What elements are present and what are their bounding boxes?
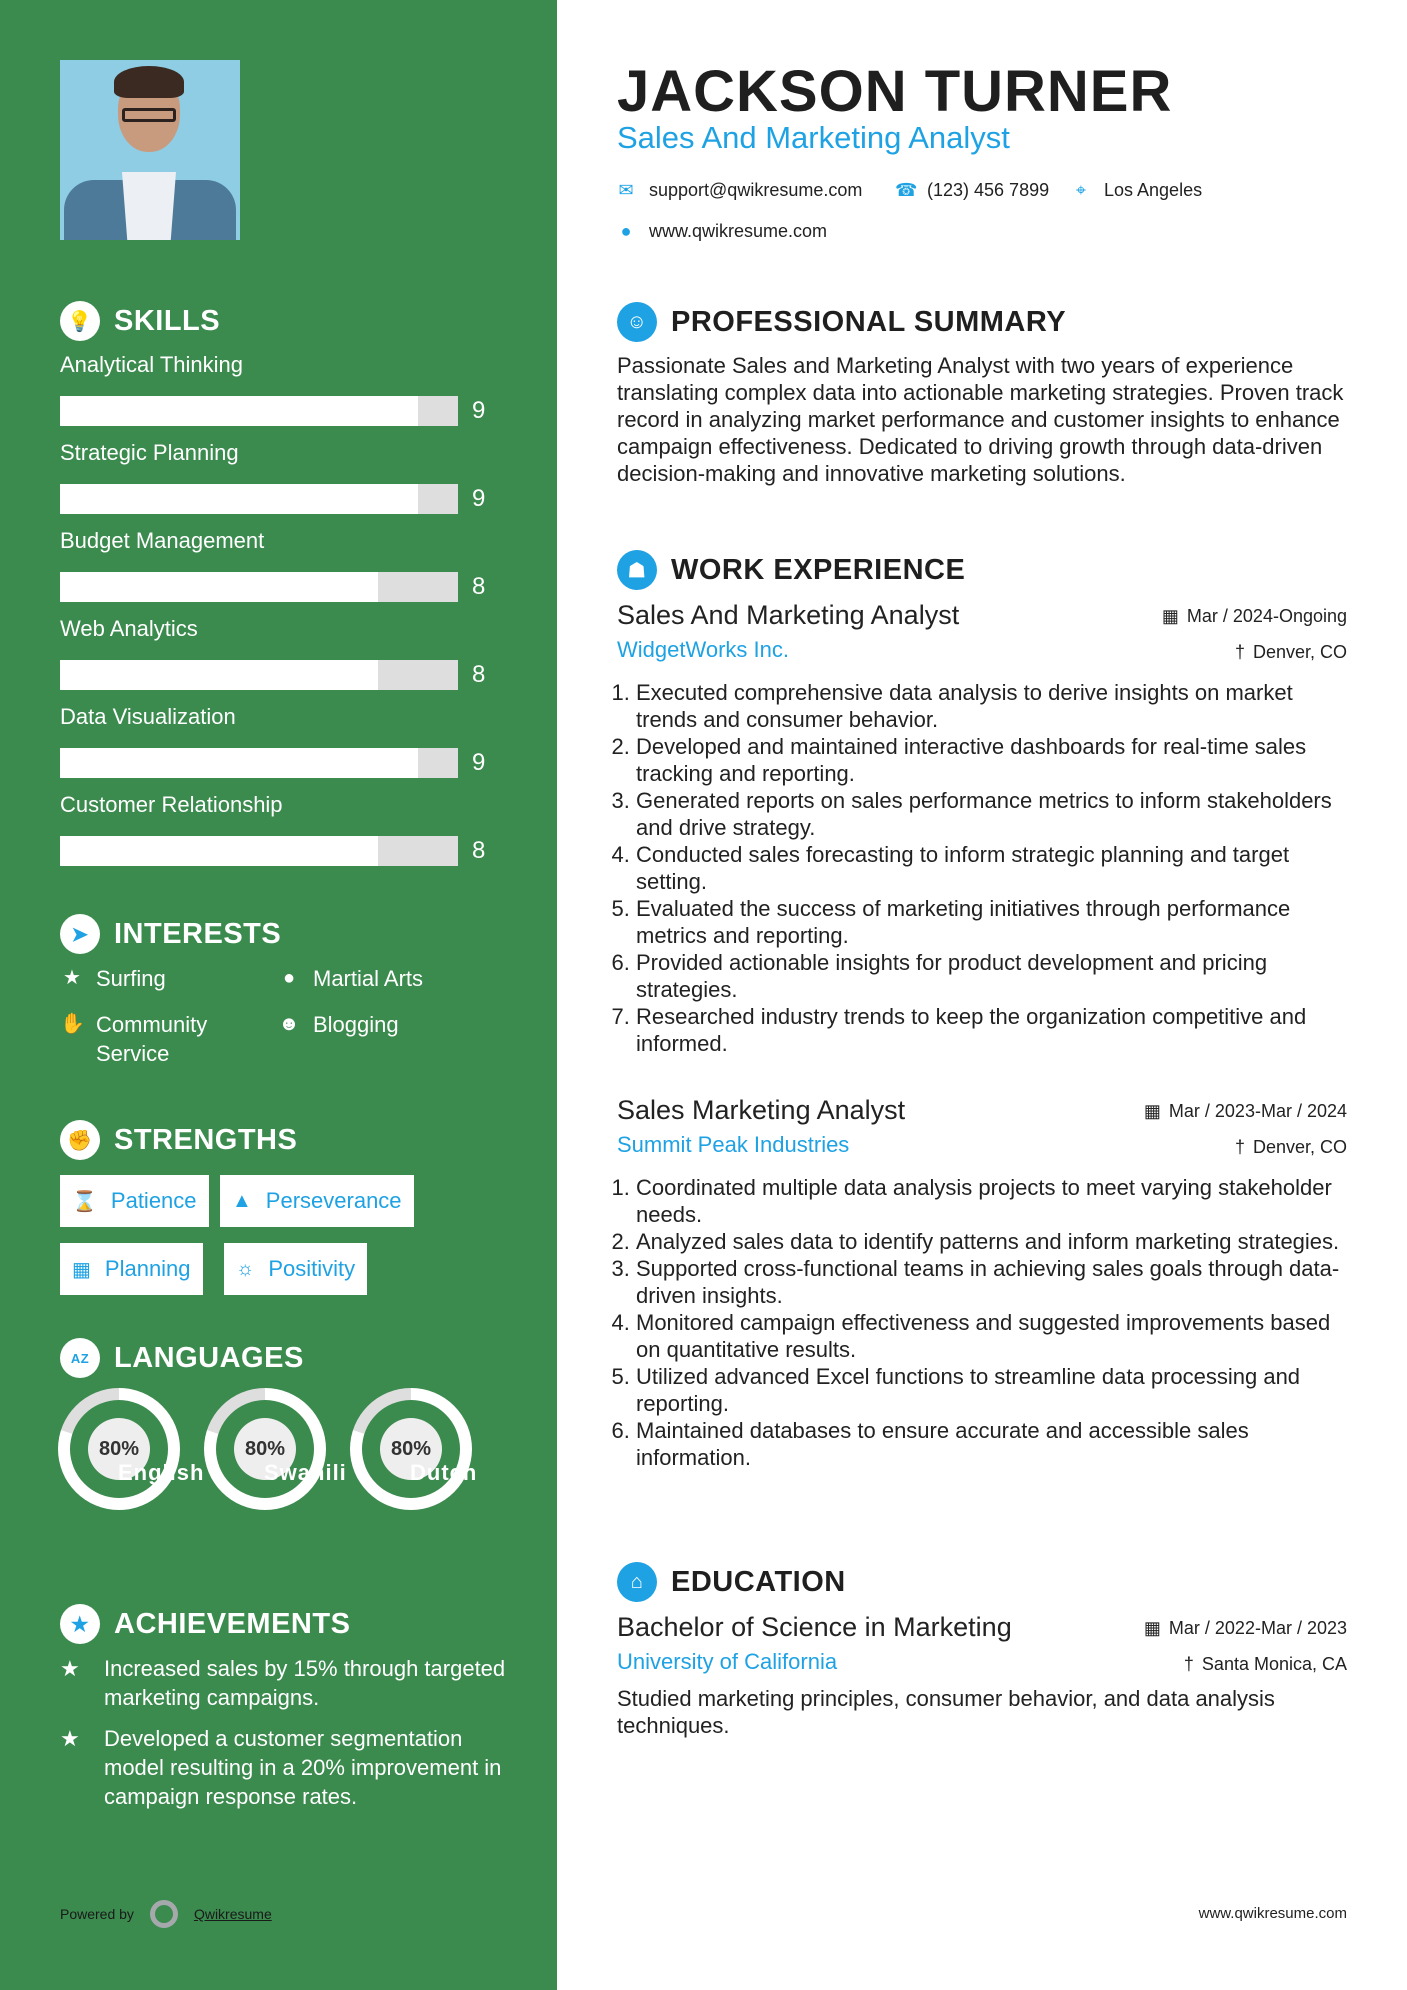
users-icon: ☻ xyxy=(278,1013,300,1035)
candidate-role: Sales And Marketing Analyst xyxy=(617,120,1010,155)
education-entry: Bachelor of Science in Marketing University of California ▦ Mar / 2022-Mar / 2023 † Santa Monica, CA Studied marketing principles, consumer behavior, and data analysis techniques. xyxy=(617,1612,1347,1738)
fist-icon: ✊ xyxy=(60,1120,100,1160)
skills-heading: 💡 SKILLS xyxy=(60,301,220,341)
star-icon: ★ xyxy=(60,1726,80,1751)
hourglass-icon: ⌛ xyxy=(72,1190,97,1213)
skill-item: Web Analytics 8 xyxy=(60,616,486,688)
job-entry: Sales And Marketing Analyst WidgetWorks Inc. ▦ Mar / 2024-Ongoing † Denver, CO 1. Executed comprehensive data analysis to derive insights on market trends and consumer behavior. 2. Developed and maintained interactive dashboards for real-time sales tracking and reporting. 3. Generated reports on sales performance metrics to inform stakeholders and drive strategy. 4. Conducted sales forecasting to inform strategic planning and target setting. 5. Evaluated the success of marketing initiatives through performance metrics and reporting. 6. Provided actionable insights for product development and pricing strategies. 7. Researched industry trends to keep the organization competitive and informed. xyxy=(617,600,1347,1057)
work-heading: ☗ WORK EXPERIENCE xyxy=(617,550,965,590)
interest-item: ★ Surfing xyxy=(60,964,166,993)
footer-url[interactable]: www.qwikresume.com xyxy=(1198,1905,1347,1922)
interest-item: ☻ Blogging xyxy=(278,1012,399,1037)
summary-text: Passionate Sales and Marketing Analyst with two years of experience translating complex data into actionable marketing strategies. Proven track record in analyzing market performance and customer insights to enhance campaign effectiveness. Dedicated to driving growth through data-driven decision-making and innovative marketing solutions. xyxy=(617,353,1344,486)
candidate-name: JACKSON TURNER xyxy=(617,59,1173,124)
strength-chip: ▦ Planning xyxy=(60,1243,203,1295)
achievements-heading: ★ ACHIEVEMENTS xyxy=(60,1604,350,1644)
main-content xyxy=(557,0,1407,1990)
contact-phone: ☎ (123) 456 7899 xyxy=(895,180,1050,200)
language-item: 80% English xyxy=(58,1388,182,1510)
phone-icon: ☎ xyxy=(895,180,918,200)
translate-icon: AZ xyxy=(60,1338,100,1378)
language-ring: 80% xyxy=(350,1388,472,1510)
achievement-item: ★ Developed a customer segmentation model resulting in a 20% improvement in campaign response rates. xyxy=(60,1726,502,1809)
skill-bar xyxy=(60,572,458,602)
language-ring: 80% xyxy=(58,1388,180,1510)
chair-icon: ☗ xyxy=(617,550,657,590)
achievement-item: ★ Increased sales by 15% through targeted marketing campaigns. xyxy=(60,1656,506,1710)
interest-item: ● Martial Arts xyxy=(277,964,423,993)
user-icon: ☺ xyxy=(617,302,657,342)
strength-chip: ⌛ Patience xyxy=(60,1175,209,1227)
contact-email: ✉ support@qwikresume.com xyxy=(618,180,863,200)
globe-icon: ● xyxy=(620,221,632,241)
paper-plane-icon: ➤ xyxy=(60,914,100,954)
map-pin-icon: ⌖ xyxy=(1075,180,1087,200)
contact-website: ● www.qwikresume.com xyxy=(617,221,827,242)
calendar-icon: ▦ xyxy=(1143,1101,1161,1121)
interest-item: ✋ Community Service xyxy=(60,1012,208,1066)
star-icon: ★ xyxy=(60,1656,80,1681)
qwikresume-logo-icon xyxy=(150,1900,178,1928)
pushpin-icon: † xyxy=(1234,1137,1245,1157)
skill-bar xyxy=(60,396,458,426)
skill-item: Strategic Planning 9 xyxy=(60,440,486,512)
strength-chip: ▲ Perseverance xyxy=(220,1175,414,1227)
job-entry: Sales Marketing Analyst Summit Peak Industries ▦ Mar / 2023-Mar / 2024 † Denver, CO 1. Coordinated multiple data analysis projects to meet varying stakeholder needs. 2. Analyzed sales data to identify patterns and inform marketing strategies. 3. Supported cross-functional teams in achieving sales goals through data-driven insights. 4. Monitored campaign effectiveness and suggested improvements based on quantitative results. 5. Utilized advanced Excel functions to streamline data processing and reporting. 6. Maintained databases to ensure accurate and accessible sales information. xyxy=(617,1095,1347,1471)
job-bullets: 1. Executed comprehensive data analysis to derive insights on market trends and consumer behavior. 2. Developed and maintained interactive dashboards for real-time sales tracking and reporting. 3. Generated reports on sales performance metrics to inform stakeholders and drive strategy. 4. Conducted sales forecasting to inform strategic planning and target setting. 5. Evaluated the success of marketing initiatives through performance metrics and reporting. 6. Provided actionable insights for product development and pricing strategies. 7. Researched industry trends to keep the organization competitive and informed. xyxy=(617,679,1347,1057)
language-item: 80% Swahili xyxy=(204,1388,328,1510)
skill-item: Customer Relationship 8 xyxy=(60,792,486,864)
star-badge-icon: ★ xyxy=(60,1604,100,1644)
sun-icon: ☼ xyxy=(236,1257,255,1280)
lightbulb-icon: 💡 xyxy=(60,301,100,341)
globe-icon: ● xyxy=(282,967,296,989)
hand-icon: ✋ xyxy=(60,1013,85,1035)
pushpin-icon: † xyxy=(1183,1654,1194,1674)
strength-chip: ☼ Positivity xyxy=(224,1243,367,1295)
languages-heading: AZ LANGUAGES xyxy=(60,1338,304,1378)
summary-heading: ☺ PROFESSIONAL SUMMARY xyxy=(617,302,1066,342)
skill-bar xyxy=(60,660,458,690)
language-item: 80% Dutch xyxy=(350,1388,474,1510)
calendar-icon: ▦ xyxy=(1143,1618,1161,1638)
strengths-heading: ✊ STRENGTHS xyxy=(60,1120,297,1160)
pushpin-icon: † xyxy=(1234,642,1245,662)
skill-item: Analytical Thinking 9 xyxy=(60,352,486,424)
calendar-icon: ▦ xyxy=(1161,606,1179,626)
skill-bar xyxy=(60,836,458,866)
contact-location: ⌖ Los Angeles xyxy=(1072,180,1202,201)
skill-bar xyxy=(60,484,458,514)
language-ring: 80% xyxy=(204,1388,326,1510)
sidebar xyxy=(0,0,557,1990)
envelope-icon: ✉ xyxy=(618,180,634,200)
powered-by: Powered by Qwikresume xyxy=(60,1900,272,1928)
qwikresume-link[interactable]: Qwikresume xyxy=(193,1906,272,1922)
star-icon: ★ xyxy=(63,967,81,989)
education-description: Studied marketing principles, consumer behavior, and data analysis techniques. xyxy=(617,1686,1275,1738)
education-heading: ⌂ EDUCATION xyxy=(617,1562,846,1602)
profile-photo xyxy=(60,60,240,240)
skill-item: Data Visualization 9 xyxy=(60,704,486,776)
job-bullets: 1. Coordinated multiple data analysis projects to meet varying stakeholder needs. 2. Analyzed sales data to identify patterns and inform marketing strategies. 3. Supported cross-functional teams in achieving sales goals through data-driven insights. 4. Monitored campaign effectiveness and suggested improvements based on quantitative results. 5. Utilized advanced Excel functions to streamline data processing and reporting. 6. Maintained databases to ensure accurate and accessible sales information. xyxy=(617,1174,1347,1471)
road-icon: ▲ xyxy=(232,1189,252,1212)
graduate-icon: ⌂ xyxy=(617,1562,657,1602)
interests-heading: ➤ INTERESTS xyxy=(60,914,281,954)
calendar-icon: ▦ xyxy=(72,1258,91,1281)
skill-item: Budget Management 8 xyxy=(60,528,486,600)
skill-bar xyxy=(60,748,458,778)
